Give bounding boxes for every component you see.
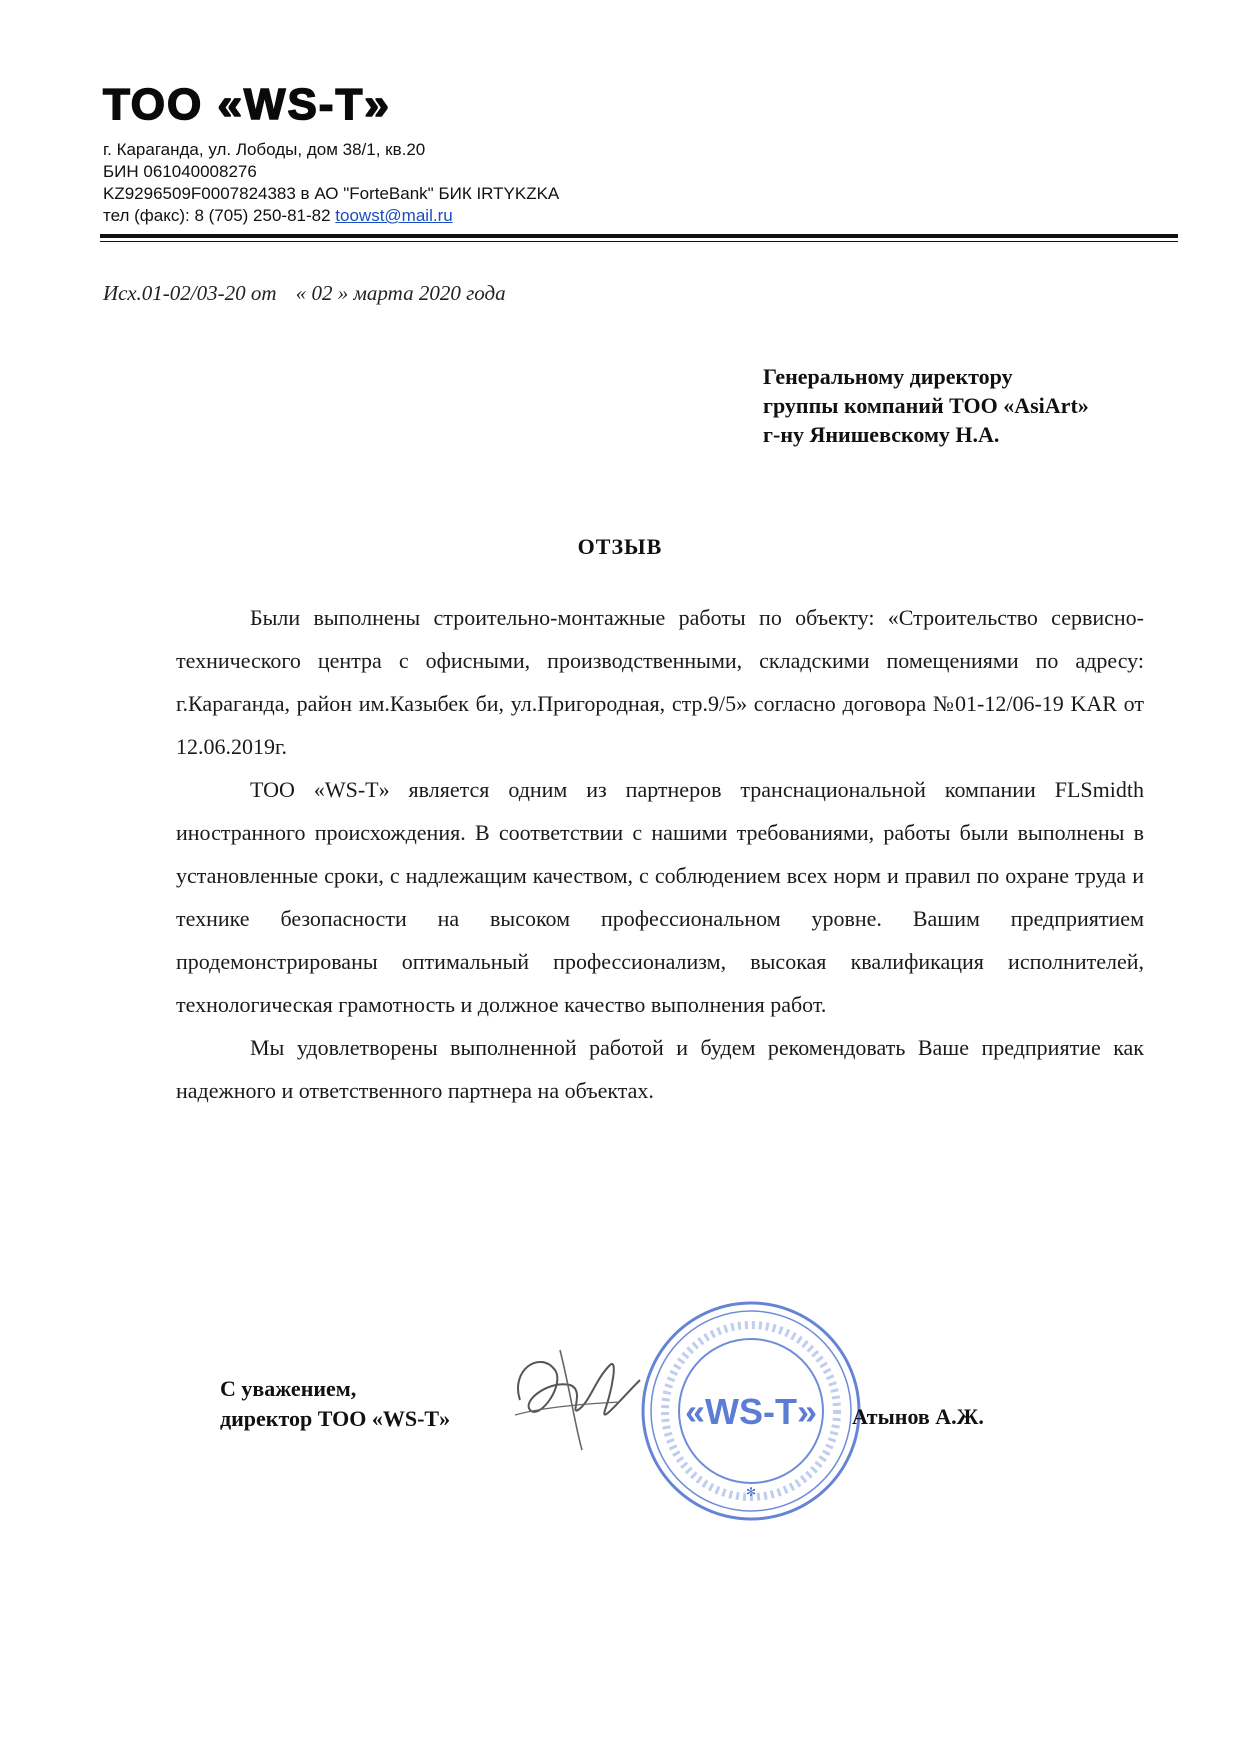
addressee-line-3: г-ну Янишевскому Н.А. xyxy=(763,422,1000,447)
body-paragraph-2: ТОО «WS-T» является одним из партнеров транснациональной компании FLSmidth иностранного происхождения. В соответствии с нашими требованиями, работы были выполнены в установленные сроки, с надлежащим качеством, с соблюдением всех норм и правил по охране труда и технике безопасности на высоком профессиональном уровне. Вашим предприятием продемонстрированы оптимальный профессионализм, высокая квалификация исполнителей, технологическая грамотность и должное качество выполнения работ. xyxy=(176,777,1144,1017)
closing-block xyxy=(220,1374,450,1434)
body-paragraph-1: Были выполнены строительно-монтажные работы по объекту: «Строительство сервисно-технического центра с офисными, производственными, складскими помещениями по адресу: г.Караганда, район им.Казыбек би, ул.Пригородная, стр.9/5» согласно договора №01-12/06-19 KAR от 12.06.2019г. xyxy=(176,605,1144,759)
outgoing-number: Исх.01-02/03-20 от xyxy=(103,281,277,305)
outgoing-reference xyxy=(103,281,520,306)
company-address: г. Караганда, ул. Лободы, дом 38/1, кв.20 xyxy=(103,140,426,159)
company-stamp-icon xyxy=(636,1296,866,1526)
contact-block xyxy=(103,139,559,227)
closing-position: директор ТОО «WS-T» xyxy=(220,1406,451,1431)
company-phone: тел (факс): 8 (705) 250-81-82 xyxy=(103,206,331,225)
signer-name: Атынов А.Ж. xyxy=(852,1404,984,1429)
company-bin: БИН 061040008276 xyxy=(103,162,257,181)
document-title: ОТЗЫВ xyxy=(577,534,663,559)
letter-body xyxy=(176,596,1144,1112)
addressee-line-2: группы компаний ТОО «AsiArt» xyxy=(763,393,1089,418)
stamp-center-text: «WS-T» xyxy=(684,1391,818,1432)
closing-regards: С уважением, xyxy=(220,1376,357,1401)
company-name: ТОО «WS-T» xyxy=(103,80,391,129)
addressee-line-1: Генеральному директору xyxy=(763,364,1013,389)
company-email-link[interactable]: toowst@mail.ru xyxy=(335,206,453,225)
svg-text:✻: ✻ xyxy=(745,1485,757,1499)
outgoing-date: « 02 » марта 2020 года xyxy=(295,281,506,305)
header-divider-thin xyxy=(100,241,1178,242)
company-phone-line xyxy=(103,205,559,227)
header-divider-thick xyxy=(100,234,1178,238)
addressee-block xyxy=(763,362,1089,449)
company-bank-details: KZ9296509F0007824383 в АО "ForteBank" БИК IRTYKZKA xyxy=(103,184,560,203)
body-paragraph-3: Мы удовлетворены выполненной работой и будем рекомендовать Ваше предприятие как надежного и ответственного партнера на объектах. xyxy=(176,1035,1144,1103)
